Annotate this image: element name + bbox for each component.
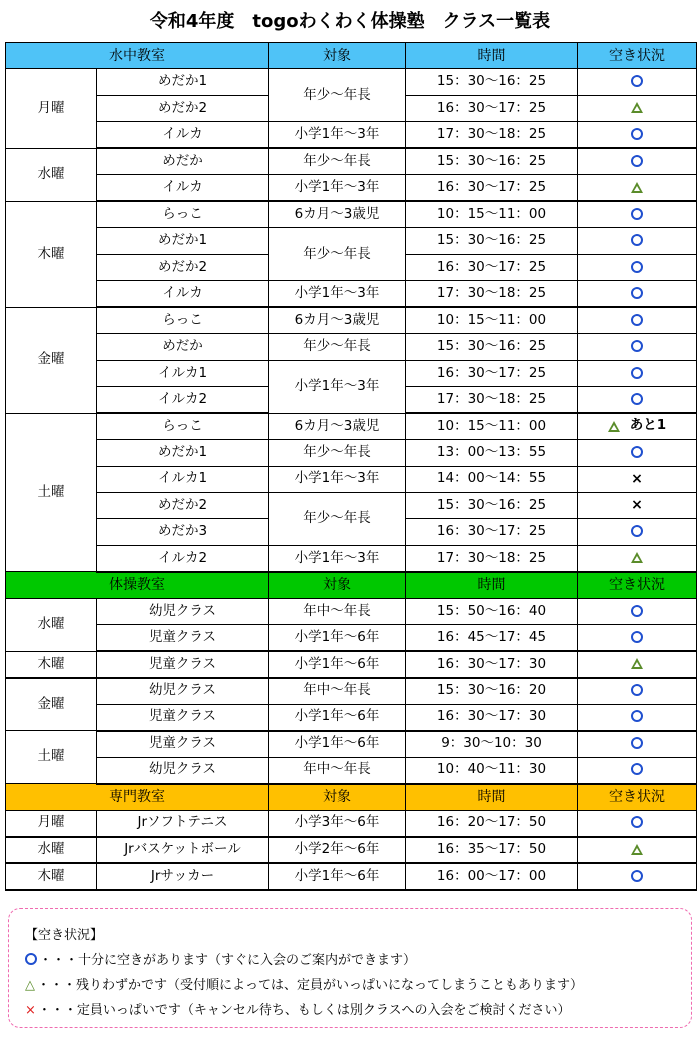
table-row xyxy=(6,175,697,201)
day-cell: 木曜 xyxy=(6,201,97,307)
triangle-icon xyxy=(631,182,643,193)
target-header: 対象 xyxy=(269,784,406,810)
circle-icon xyxy=(631,684,643,696)
day-cell: 木曜 xyxy=(6,651,97,677)
time-cell: 10：15～11：00 xyxy=(406,201,578,227)
status-header: 空き状況 xyxy=(578,572,697,598)
section-header-gym xyxy=(6,572,697,598)
target-cell: 小学1年～6年 xyxy=(269,625,406,651)
cross-icon: × xyxy=(25,1003,36,1018)
target-cell: 小学1年～3年 xyxy=(269,545,406,571)
status-cell xyxy=(578,413,697,439)
legend-row-few-left xyxy=(25,973,691,998)
status-cell xyxy=(578,837,697,863)
circle-icon xyxy=(631,314,643,326)
circle-icon xyxy=(631,234,643,246)
status-cell xyxy=(578,228,697,254)
time-cell: 16：30～17：25 xyxy=(406,95,578,121)
circle-icon xyxy=(631,446,643,458)
status-cell xyxy=(578,704,697,730)
status-cell xyxy=(578,387,697,413)
class-name-cell: らっこ xyxy=(97,413,269,439)
time-cell: 16：30～17：25 xyxy=(406,254,578,280)
status-cell xyxy=(578,69,697,95)
class-name-cell: イルカ xyxy=(97,122,269,148)
day-cell: 水曜 xyxy=(6,837,97,863)
circle-icon xyxy=(631,340,643,352)
triangle-icon xyxy=(631,658,643,669)
class-name-cell: らっこ xyxy=(97,201,269,227)
circle-icon xyxy=(631,128,643,140)
table-row xyxy=(6,810,697,836)
triangle-icon: △ xyxy=(25,978,35,993)
target-cell: 小学1年～3年 xyxy=(269,281,406,307)
time-cell: 14：00～14：55 xyxy=(406,466,578,492)
table-row xyxy=(6,625,697,651)
circle-icon xyxy=(631,525,643,537)
class-name-cell: イルカ xyxy=(97,175,269,201)
triangle-icon xyxy=(631,844,643,855)
circle-icon xyxy=(631,870,643,882)
time-cell: 17：30～18：25 xyxy=(406,281,578,307)
section-name-header: 専門教室 xyxy=(6,784,269,810)
table-row xyxy=(6,148,697,174)
status-cell xyxy=(578,201,697,227)
circle-icon xyxy=(631,393,643,405)
time-cell: 17：30～18：25 xyxy=(406,122,578,148)
circle-icon xyxy=(631,155,643,167)
target-header: 対象 xyxy=(269,572,406,598)
circle-icon xyxy=(631,605,643,617)
time-header: 時間 xyxy=(406,784,578,810)
target-cell: 年少～年長 xyxy=(269,228,406,281)
time-cell: 16：45～17：45 xyxy=(406,625,578,651)
table-row xyxy=(6,466,697,492)
class-name-cell: 児童クラス xyxy=(97,731,269,757)
target-cell: 小学1年～6年 xyxy=(269,731,406,757)
status-header: 空き状況 xyxy=(578,784,697,810)
class-name-cell: Jrソフトテニス xyxy=(97,810,269,836)
legend-full-text: ・・・定員いっぱいです（キャンセル待ち、もしくは別クラスへの入会をご検討ください） xyxy=(37,1003,571,1018)
class-name-cell: 幼児クラス xyxy=(97,598,269,624)
time-cell: 17：30～18：25 xyxy=(406,545,578,571)
status-cell xyxy=(578,148,697,174)
target-cell: 年中～年長 xyxy=(269,757,406,783)
status-cell xyxy=(578,334,697,360)
target-cell: 年少～年長 xyxy=(269,69,406,122)
class-name-cell: めだか1 xyxy=(97,440,269,466)
triangle-icon xyxy=(631,102,643,113)
table-row xyxy=(6,863,697,889)
target-cell: 小学3年～6年 xyxy=(269,810,406,836)
target-cell: 小学1年～3年 xyxy=(269,360,406,413)
table-row xyxy=(6,69,697,95)
circle-icon xyxy=(631,763,643,775)
time-header: 時間 xyxy=(406,43,578,69)
time-cell: 16：00～17：00 xyxy=(406,863,578,889)
circle-icon xyxy=(631,75,643,87)
table-row xyxy=(6,281,697,307)
remaining-note: あと1 xyxy=(629,417,667,434)
circle-icon xyxy=(631,208,643,220)
class-name-cell: イルカ1 xyxy=(97,466,269,492)
target-cell: 年少～年長 xyxy=(269,440,406,466)
class-name-cell: めだか2 xyxy=(97,492,269,518)
table-row xyxy=(6,122,697,148)
status-cell xyxy=(578,545,697,571)
time-cell: 16：30～17：25 xyxy=(406,175,578,201)
table-row xyxy=(6,598,697,624)
section-name-header: 体操教室 xyxy=(6,572,269,598)
class-name-cell: 児童クラス xyxy=(97,704,269,730)
day-cell: 土曜 xyxy=(6,413,97,572)
table-row xyxy=(6,492,697,518)
status-cell xyxy=(578,492,697,518)
table-row xyxy=(6,651,697,677)
target-cell: 小学2年～6年 xyxy=(269,837,406,863)
triangle-icon xyxy=(631,552,643,563)
status-cell xyxy=(578,519,697,545)
availability-legend xyxy=(8,908,692,1028)
table-row xyxy=(6,440,697,466)
triangle-icon xyxy=(608,421,620,432)
status-header: 空き状況 xyxy=(578,43,697,69)
legend-title: 【空き状況】 xyxy=(25,928,104,943)
class-name-cell: Jrサッカー xyxy=(97,863,269,889)
target-cell: 6カ月～3歳児 xyxy=(269,413,406,439)
target-cell: 小学1年～3年 xyxy=(269,175,406,201)
status-cell xyxy=(578,757,697,783)
target-cell: 年少～年長 xyxy=(269,492,406,545)
class-name-cell: イルカ1 xyxy=(97,360,269,386)
day-cell: 土曜 xyxy=(6,731,97,784)
status-cell xyxy=(578,810,697,836)
time-cell: 9：30～10：30 xyxy=(406,731,578,757)
table-row xyxy=(6,731,697,757)
cross-icon: × xyxy=(631,497,643,514)
table-row xyxy=(6,228,697,254)
status-cell xyxy=(578,598,697,624)
section-name-header: 水中教室 xyxy=(6,43,269,69)
status-cell xyxy=(578,651,697,677)
legend-row-available xyxy=(25,948,691,973)
cross-icon: × xyxy=(631,470,643,487)
class-name-cell: めだか2 xyxy=(97,254,269,280)
table-row xyxy=(6,837,697,863)
time-cell: 10：15～11：00 xyxy=(406,413,578,439)
time-cell: 15：30～16：25 xyxy=(406,492,578,518)
class-schedule-table xyxy=(5,42,697,891)
day-cell: 月曜 xyxy=(6,810,97,836)
status-cell xyxy=(578,281,697,307)
class-name-cell: 児童クラス xyxy=(97,625,269,651)
status-cell xyxy=(578,122,697,148)
time-cell: 15：30～16：20 xyxy=(406,678,578,704)
class-name-cell: 幼児クラス xyxy=(97,678,269,704)
legend-few-left-text: ・・・残りわずかです（受付順によっては、定員がいっぱいになってしまうこともあります） xyxy=(37,978,584,993)
time-cell: 15：50～16：40 xyxy=(406,598,578,624)
circle-icon xyxy=(631,737,643,749)
time-cell: 16：35～17：50 xyxy=(406,837,578,863)
target-cell: 6カ月～3歳児 xyxy=(269,307,406,333)
day-cell: 水曜 xyxy=(6,598,97,651)
day-cell: 木曜 xyxy=(6,863,97,889)
time-cell: 16：30～17：30 xyxy=(406,651,578,677)
table-row xyxy=(6,201,697,227)
time-cell: 15：30～16：25 xyxy=(406,228,578,254)
page-title: 令和4年度 togoわくわく体操塾 クラス一覧表 xyxy=(149,11,551,32)
circle-icon xyxy=(631,631,643,643)
target-cell: 6カ月～3歳児 xyxy=(269,201,406,227)
table-row xyxy=(6,413,697,439)
target-cell: 小学1年～6年 xyxy=(269,863,406,889)
time-cell: 15：30～16：25 xyxy=(406,148,578,174)
day-cell: 金曜 xyxy=(6,307,97,413)
table-row xyxy=(6,360,697,386)
table-row xyxy=(6,334,697,360)
day-cell: 金曜 xyxy=(6,678,97,731)
target-cell: 年中～年長 xyxy=(269,678,406,704)
legend-row-full xyxy=(25,998,691,1023)
status-cell xyxy=(578,360,697,386)
target-cell: 年中～年長 xyxy=(269,598,406,624)
time-cell: 16：30～17：25 xyxy=(406,360,578,386)
status-cell xyxy=(578,466,697,492)
target-header: 対象 xyxy=(269,43,406,69)
class-name-cell: イルカ xyxy=(97,281,269,307)
time-cell: 17：30～18：25 xyxy=(406,387,578,413)
status-cell xyxy=(578,625,697,651)
time-cell: 16：30～17：30 xyxy=(406,704,578,730)
status-cell xyxy=(578,863,697,889)
target-cell: 小学1年～3年 xyxy=(269,122,406,148)
class-name-cell: めだか xyxy=(97,334,269,360)
time-cell: 15：30～16：25 xyxy=(406,334,578,360)
legend-available-text: ・・・十分に空きがあります（すぐに入会のご案内ができます） xyxy=(39,953,417,968)
circle-icon xyxy=(631,367,643,379)
target-cell: 年少～年長 xyxy=(269,148,406,174)
table-row xyxy=(6,307,697,333)
target-cell: 年少～年長 xyxy=(269,334,406,360)
status-cell xyxy=(578,307,697,333)
table-row xyxy=(6,757,697,783)
status-cell xyxy=(578,440,697,466)
class-name-cell: めだか1 xyxy=(97,69,269,95)
circle-icon xyxy=(631,710,643,722)
class-name-cell: Jrバスケットボール xyxy=(97,837,269,863)
target-cell: 小学1年～3年 xyxy=(269,466,406,492)
time-cell: 10：40～11：30 xyxy=(406,757,578,783)
section-header-water xyxy=(6,43,697,69)
class-name-cell: めだか1 xyxy=(97,228,269,254)
day-cell: 月曜 xyxy=(6,69,97,148)
status-cell xyxy=(578,175,697,201)
time-header: 時間 xyxy=(406,572,578,598)
time-cell: 16：30～17：25 xyxy=(406,519,578,545)
table-row xyxy=(6,704,697,730)
class-name-cell: めだか xyxy=(97,148,269,174)
time-cell: 13：00～13：55 xyxy=(406,440,578,466)
class-name-cell: 児童クラス xyxy=(97,651,269,677)
table-row xyxy=(6,545,697,571)
class-name-cell: めだか2 xyxy=(97,95,269,121)
time-cell: 15：30～16：25 xyxy=(406,69,578,95)
class-name-cell: イルカ2 xyxy=(97,387,269,413)
class-name-cell: イルカ2 xyxy=(97,545,269,571)
class-name-cell: らっこ xyxy=(97,307,269,333)
class-name-cell: 幼児クラス xyxy=(97,757,269,783)
status-cell xyxy=(578,95,697,121)
status-cell xyxy=(578,254,697,280)
circle-icon xyxy=(631,261,643,273)
status-cell xyxy=(578,678,697,704)
class-name-cell: めだか3 xyxy=(97,519,269,545)
time-cell: 16：20～17：50 xyxy=(406,810,578,836)
day-cell: 水曜 xyxy=(6,148,97,201)
target-cell: 小学1年～6年 xyxy=(269,704,406,730)
circle-icon xyxy=(25,953,37,965)
circle-icon xyxy=(631,287,643,299)
section-header-senmon xyxy=(6,784,697,810)
time-cell: 10：15～11：00 xyxy=(406,307,578,333)
table-row xyxy=(6,678,697,704)
target-cell: 小学1年～6年 xyxy=(269,651,406,677)
status-cell xyxy=(578,731,697,757)
circle-icon xyxy=(631,816,643,828)
